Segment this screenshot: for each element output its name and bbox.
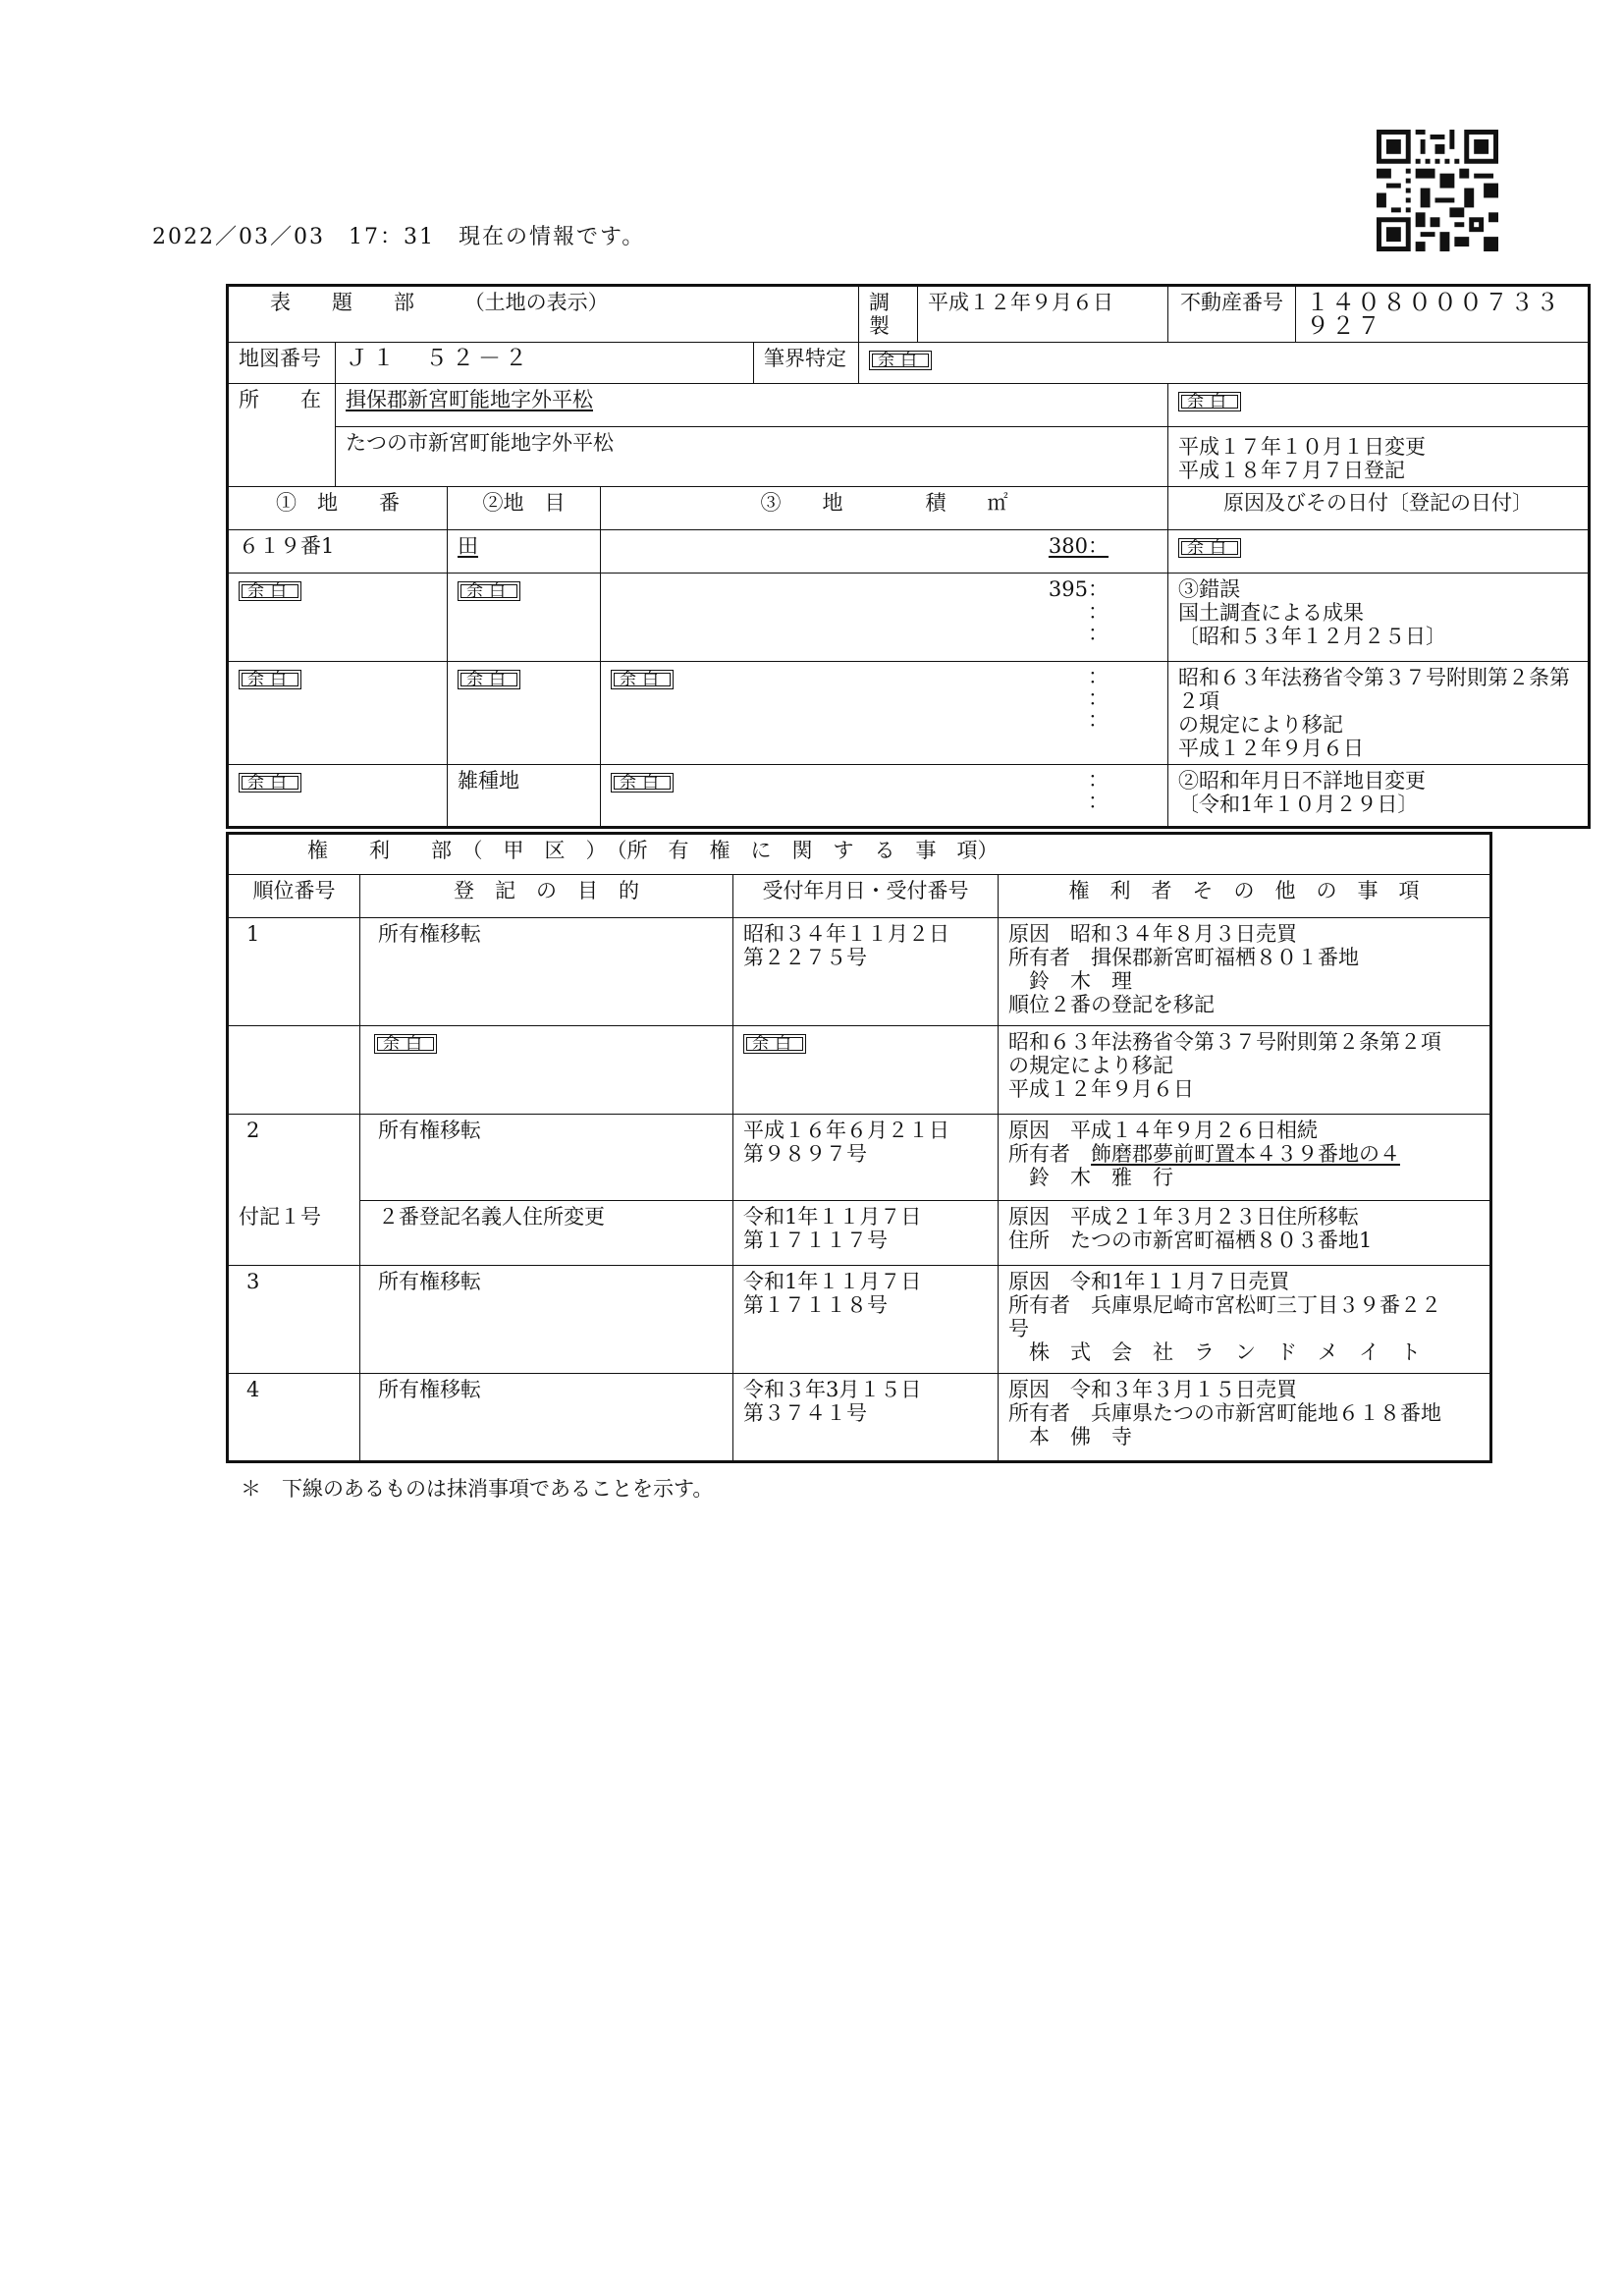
kenrisha-cell: 原因 平成２１年３月２３日住所移転 住所 たつの市新宮町福栖８０３番地1: [999, 1201, 1491, 1266]
hikkai-value: [859, 343, 1590, 384]
mokuteki-cell: 所有権移転: [360, 918, 733, 1026]
row2-chiseki: 395： ： ：: [601, 574, 1168, 662]
mokuteki-cell: [360, 1026, 733, 1115]
col-mokuteki: 登 記 の 目 的: [360, 875, 733, 918]
table-row: [228, 1201, 1491, 1266]
kenrisha-line: 鈴 木 雅 行: [1008, 1166, 1173, 1189]
row2-chimoku: [448, 574, 601, 662]
yohaku-box: 余白: [1178, 392, 1241, 411]
kenri-title: 権 利 部 （ 甲 区 ） （所 有 権 に 関 す る 事 項）: [228, 834, 1491, 875]
mokuteki-cell: ２番登記名義人住所変更: [360, 1201, 733, 1266]
kenrisha-line: 原因 平成１４年９月２６日相続: [1008, 1119, 1318, 1142]
row4-chiban: [228, 765, 448, 828]
yohaku-box: 余白: [239, 773, 301, 793]
shozai-1: [336, 384, 1168, 427]
table-row: [228, 918, 1491, 1026]
row4-chiseki: 余白 ： ：: [601, 765, 1168, 828]
shozai-label: 所 在: [228, 384, 336, 487]
yohaku-box: 余白: [743, 1034, 806, 1054]
row3-chiban: [228, 662, 448, 765]
juni-cell: 2: [228, 1115, 360, 1201]
mokuteki-cell: 所有権移転: [360, 1115, 733, 1201]
kenrisha-address: 飾磨郡夢前町置本４３９番地の４: [1091, 1142, 1400, 1166]
row1-chiseki: [601, 530, 1168, 574]
fudosan-value: １４０８０００７３３９２７: [1296, 286, 1590, 343]
col-chiseki: ③ 地 積 ㎡: [601, 487, 1168, 530]
hikkai-label: 筆界特定: [754, 343, 859, 384]
table-row: [228, 1266, 1491, 1374]
kenrisha-label: 所有者: [1008, 1142, 1091, 1166]
info-timestamp: 2022／03／03 17：31 現在の情報です。: [152, 225, 646, 249]
row4-genin: ②昭和年月日不詳地目変更 〔令和1年１０月２９日〕: [1168, 765, 1590, 828]
yohaku-box: 余白: [1178, 538, 1241, 558]
chimoku-text: 田: [458, 534, 478, 558]
yohaku-box: 余白: [374, 1034, 437, 1054]
table-row: [228, 1026, 1491, 1115]
juni-cell: 1: [228, 918, 360, 1026]
row1-chiban: [228, 530, 448, 574]
col-chiban: ① 地 番: [228, 487, 448, 530]
yohaku-box: 余白: [869, 351, 932, 370]
chosei-value: 平成１２年９月６日: [918, 286, 1168, 343]
uketsuke-cell: 昭和３４年１１月２日 第２２７５号: [733, 918, 999, 1026]
mokuteki-cell: 所有権移転: [360, 1266, 733, 1374]
yohaku-box: 余白: [611, 773, 674, 793]
qr-code-icon: [1377, 130, 1498, 251]
juni-cell: 3: [228, 1266, 360, 1374]
col-genin: 原因及びその日付〔登記の日付〕: [1168, 487, 1590, 530]
row3-chiseki: 余白 ： ： ：: [601, 662, 1168, 765]
yohaku-box: 余白: [458, 581, 520, 601]
fudosan-label: 不動産番号: [1168, 286, 1296, 343]
chiseki-text: 395：: [1048, 577, 1109, 601]
row2-chiban: [228, 574, 448, 662]
row3-genin: 昭和６３年法務省令第３７号附則第２条第２項 の規定により移記 平成１２年９月６日: [1168, 662, 1590, 765]
kenrisha-line: [1008, 1142, 1480, 1166]
kenrisha-cell: 昭和６３年法務省令第３７号附則第２条第２項 の規定により移記 平成１２年９月６日: [999, 1026, 1491, 1115]
uketsuke-cell: 令和1年１１月７日 第１７１１８号: [733, 1266, 999, 1374]
chosei-label: 調製: [859, 286, 918, 343]
uketsuke-cell: 令和1年１１月７日 第１７１１７号: [733, 1201, 999, 1266]
chizu-value: Ｊ１ ５２－２: [336, 343, 754, 384]
kenrisha-cell: 原因 昭和３４年８月３日売買 所有者 揖保郡新宮町福栖８０１番地 鈴 木 理 順位２番の登記を移記: [999, 918, 1491, 1026]
table-row: [228, 1115, 1491, 1201]
juni-cell: 4: [228, 1374, 360, 1462]
col-kenrisha: 権 利 者 そ の 他 の 事 項: [999, 875, 1491, 918]
col-chimoku: ②地 目: [448, 487, 601, 530]
row1-genin: [1168, 530, 1590, 574]
footnote: ＊ 下線のあるものは抹消事項であることを示す。: [241, 1477, 714, 1501]
row1-chimoku: [448, 530, 601, 574]
hyodai-title-note: （土地の表示）: [463, 291, 609, 314]
table-row: [228, 1374, 1491, 1462]
chiseki-text: 380：: [1048, 534, 1109, 558]
uketsuke-cell: 令和３年3月１５日 第３７４１号: [733, 1374, 999, 1462]
row4-chimoku: 雑種地: [448, 765, 601, 828]
yohaku-box: 余白: [239, 670, 301, 689]
hyodai-title-cell: [228, 286, 859, 343]
shozai-1-note: [1168, 384, 1590, 427]
chiban-text: ６１９番1: [239, 534, 335, 558]
juni-cell: [228, 1026, 360, 1115]
shozai-2-note: 平成１７年１０月１日変更 平成１８年７月７日登記: [1168, 427, 1590, 487]
uketsuke-cell: [733, 1026, 999, 1115]
chizu-label: 地図番号: [228, 343, 336, 384]
kenrisha-cell: 原因 令和1年１１月７日売買 所有者 兵庫県尼崎市宮松町三丁目３９番２２ 号 株 式 会 社 ラ ン ド メ イ ト: [999, 1266, 1491, 1374]
shozai-2: たつの市新宮町能地字外平松: [336, 427, 1168, 487]
juni-cell: 付記１号: [228, 1201, 360, 1266]
row3-chimoku: [448, 662, 601, 765]
mokuteki-cell: 所有権移転: [360, 1374, 733, 1462]
kenrisha-cell: [999, 1115, 1491, 1201]
row2-genin: ③錯誤 国土調査による成果 〔昭和５３年１２月２５日〕: [1168, 574, 1590, 662]
kenri-table: [226, 832, 1492, 1463]
hyodai-title: 表 題 部: [270, 291, 414, 314]
uketsuke-cell: 平成１６年６月２１日 第９８９７号: [733, 1115, 999, 1201]
col-juni: 順位番号: [228, 875, 360, 918]
hyodai-table: [226, 284, 1591, 829]
kenrisha-cell: 原因 令和３年３月１５日売買 所有者 兵庫県たつの市新宮町能地６１８番地 本 佛 寺: [999, 1374, 1491, 1462]
yohaku-box: 余白: [239, 581, 301, 601]
yohaku-box: 余白: [611, 670, 674, 689]
yohaku-box: 余白: [458, 670, 520, 689]
shozai-1-text: 揖保郡新宮町能地字外平松: [346, 388, 593, 411]
col-uketsuke: 受付年月日・受付番号: [733, 875, 999, 918]
